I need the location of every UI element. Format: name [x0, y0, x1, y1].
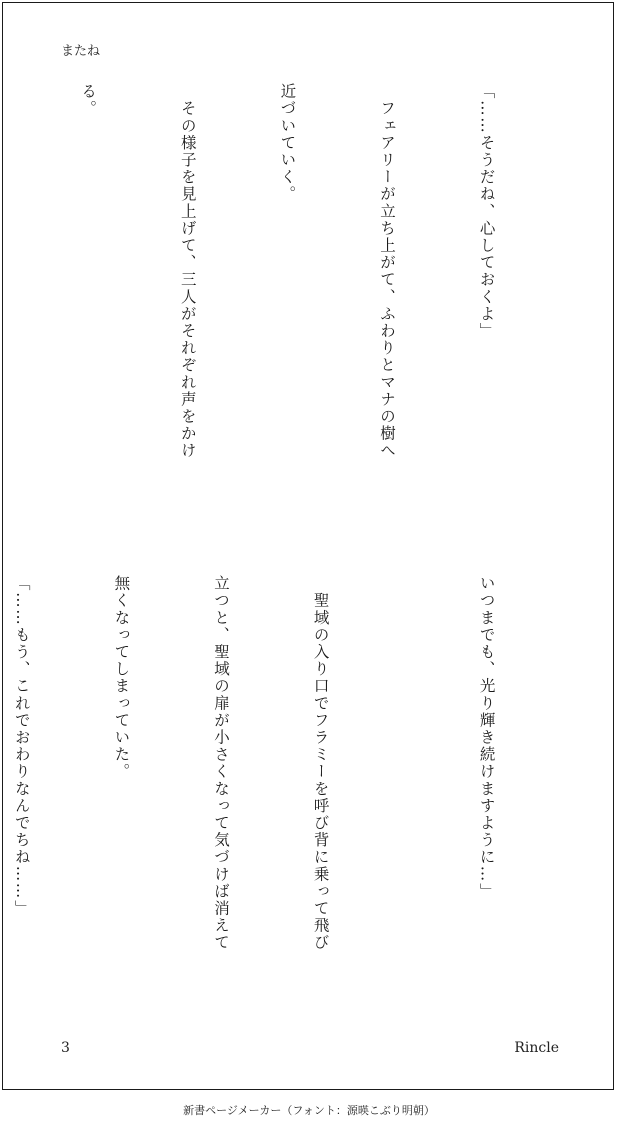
book-page	[2, 2, 614, 1090]
generator-credit: 新書ページメーカー（フォント：源暎こぶり明朝）	[183, 1104, 435, 1117]
text-line: 近づいていく。	[278, 83, 297, 203]
text-line: 聖域の入り口でフラミーを呼び背に乗って飛び	[311, 575, 330, 952]
text-line: いつまでも、光り輝き続けますように…」	[477, 575, 496, 900]
text-line	[0, 83, 5, 523]
text-line: その様子を見上げて、三人がそれぞれ声をかけ	[178, 83, 197, 460]
page-number: 3	[61, 1040, 70, 1056]
text-block-lower	[0, 575, 569, 1015]
chapter-title: またね	[61, 44, 101, 59]
text-line: 「……そうだね、心しておくよ」	[477, 83, 496, 340]
text-line: 「……もう、これでおわりなんでちね……」	[12, 575, 31, 917]
text-block-upper	[0, 83, 569, 523]
text-line: フェアリーが立ち上がて、ふわりとマナの樹へ	[377, 83, 396, 460]
text-line: る。	[79, 83, 98, 118]
circle-name: Rincle	[514, 1040, 559, 1056]
text-line: 立つと、聖域の扉が小さくなって気づけば消えて	[211, 575, 230, 952]
text-line: 無くなってしまっていた。	[112, 575, 131, 781]
